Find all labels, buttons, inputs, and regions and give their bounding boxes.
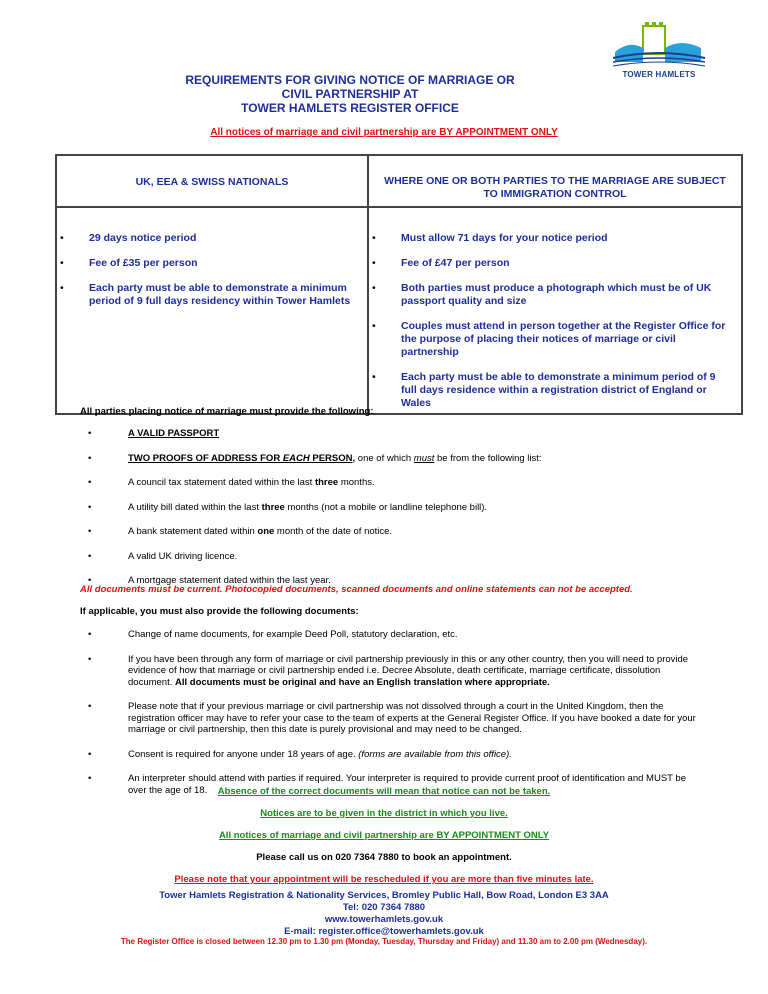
consent-b: (forms are available from this office).: [358, 748, 512, 760]
right-heading-cell: [368, 155, 742, 207]
list-item: • A mortgage statement dated within the last year.: [85, 575, 705, 587]
list-item: [85, 453, 705, 465]
current-warning: All documents must be current. Photocopied documents, scanned documents and online statements can not be accepted.: [80, 584, 633, 595]
proofs-label: [128, 453, 355, 464]
list-item: [85, 477, 705, 489]
list-item: [85, 428, 705, 440]
proofs-label-b: PERSON,: [309, 452, 356, 464]
utility-c: months (not a mobile or landline telephone bill).: [284, 501, 488, 513]
list-item: [85, 749, 705, 761]
left-body-cell: [56, 207, 368, 414]
utility-a: A utility bill dated within the last: [128, 501, 262, 513]
late-text: Please note that your appointment will be rescheduled if you are more than five minutes late.: [174, 874, 594, 885]
appointment-notice: All notices of marriage and civil partnership are BY APPOINTMENT ONLY: [210, 127, 558, 138]
list-item: • Each party must be able to demonstrate a minimum period of 9 full days residence within a registration district of England or Wales: [369, 371, 731, 410]
page-title: [120, 73, 580, 115]
title-line-1: REQUIREMENTS FOR GIVING NOTICE OF MARRIAGE OR: [185, 73, 515, 87]
bank-c: month of the date of notice.: [274, 526, 393, 537]
list-item: • Must allow 71 days for your notice period: [369, 232, 731, 245]
district-note: [0, 808, 768, 819]
closing-hours: The Register Office is closed between 12.30 pm to 1.30 pm (Monday, Tuesday, Thursday and Friday) and 11.30 am to 2.00 pm (Wednesday).: [120, 937, 648, 946]
appointment-note: [0, 830, 768, 841]
bank-a: A bank statement dated within: [128, 526, 258, 537]
proofs-rest-b: be from the following list:: [434, 452, 542, 464]
list-item: • Please note that if your previous marriage or civil partnership was not dissolved through a court in the United Kingdom, then the registration officer may have to refer your case to the team of experts at the General Register Office. If you have booked a date for your marriage or civil partnership, then this date is purely provisional and may need to be changed.: [85, 701, 705, 736]
left-heading-cell: [56, 155, 368, 207]
logo-wordmark: TOWER HAMLETS: [622, 70, 696, 79]
consent-a: Consent is required for anyone under 18 years of age.: [128, 748, 359, 760]
proofs-label-a: TWO PROOFS OF ADDRESS FOR: [128, 452, 283, 464]
required-list: [85, 428, 705, 587]
passport-text: A VALID PASSPORT: [128, 428, 220, 439]
footer-web-link[interactable]: www.towerhamlets.gov.uk: [324, 914, 444, 925]
list-item: • An interpreter should attend with parties if required. Your interpreter is required to provide current proof of identification and MUST be over the age of 18.: [85, 773, 705, 796]
appointment-text: All notices of marriage and civil partnership are BY APPOINTMENT ONLY: [218, 830, 550, 841]
council-a: A council tax statement dated within the last: [128, 477, 315, 488]
list-item: • Change of name documents, for example Deed Poll, statutory declaration, etc.: [85, 629, 705, 641]
right-heading: WHERE ONE OR BOTH PARTIES TO THE MARRIAGE ARE SUBJECT TO IMMIGRATION CONTROL: [384, 175, 726, 200]
list-item: • Both parties must produce a photograph which must be of UK passport quality and size: [369, 282, 731, 308]
list-item: [85, 654, 705, 689]
list-item: • Couples must attend in person together at the Register Office for the purpose of placing their notices of marriage or civil partnership: [369, 320, 731, 359]
applicable-intro: If applicable, you must also provide the following documents:: [80, 606, 359, 617]
previous-b: All documents must be original and have an English translation where appropriate.: [175, 676, 550, 688]
list-item: • Fee of £35 per person: [57, 257, 357, 270]
list-item: [85, 502, 705, 514]
previous-a: If you have been through any form of marriage or civil partnership previously in this or any other country, then you will need to provide evidence of how that marriage or civil partnership ended i.e. Decree Absolute, death certificate, marriage certificate, dissolution document.: [128, 653, 689, 688]
bank-b: one: [257, 526, 275, 537]
absence-text: Absence of the correct documents will mean that notice can not be taken.: [217, 786, 551, 797]
proofs-must: must: [413, 452, 435, 464]
title-line-2: CIVIL PARTNERSHIP AT: [281, 87, 419, 101]
list-item: • 29 days notice period: [57, 232, 357, 245]
footer: [0, 890, 768, 938]
utility-b: three: [261, 501, 285, 513]
list-item: [85, 526, 705, 538]
council-b: three: [314, 477, 339, 488]
required-intro: All parties placing notice of marriage must provide the following:: [80, 406, 374, 417]
footer-email-link[interactable]: E-mail: register.office@towerhamlets.gov.uk: [284, 926, 484, 937]
list-item: • Each party must be able to demonstrate a minimum period of 9 full days residency within Tower Hamlets: [57, 282, 357, 308]
left-heading: UK, EEA & SWISS NATIONALS: [135, 176, 289, 188]
applicable-list: [85, 629, 705, 796]
tower-hamlets-logo-icon: [609, 18, 709, 78]
right-body-cell: [368, 207, 742, 414]
list-item: • A valid UK driving licence.: [85, 551, 705, 563]
title-line-3: TOWER HAMLETS REGISTER OFFICE: [241, 101, 459, 115]
footer-tel: Tel: 020 7364 7880: [342, 902, 426, 913]
absence-note: [0, 786, 768, 797]
council-c: months.: [338, 477, 375, 488]
district-text: Notices are to be given in the district in which you live.: [260, 808, 508, 819]
proofs-rest-a: one of which: [355, 452, 414, 464]
call-note: Please call us on 020 7364 7880 to book an appointment.: [256, 852, 512, 863]
late-note: [0, 874, 768, 885]
footer-address: Tower Hamlets Registration & Nationality Services, Bromley Public Hall, Bow Road, London E3 3AA: [159, 890, 609, 901]
requirements-table: [55, 154, 743, 415]
proofs-label-each: EACH: [282, 452, 310, 464]
list-item: • Fee of £47 per person: [369, 257, 731, 270]
